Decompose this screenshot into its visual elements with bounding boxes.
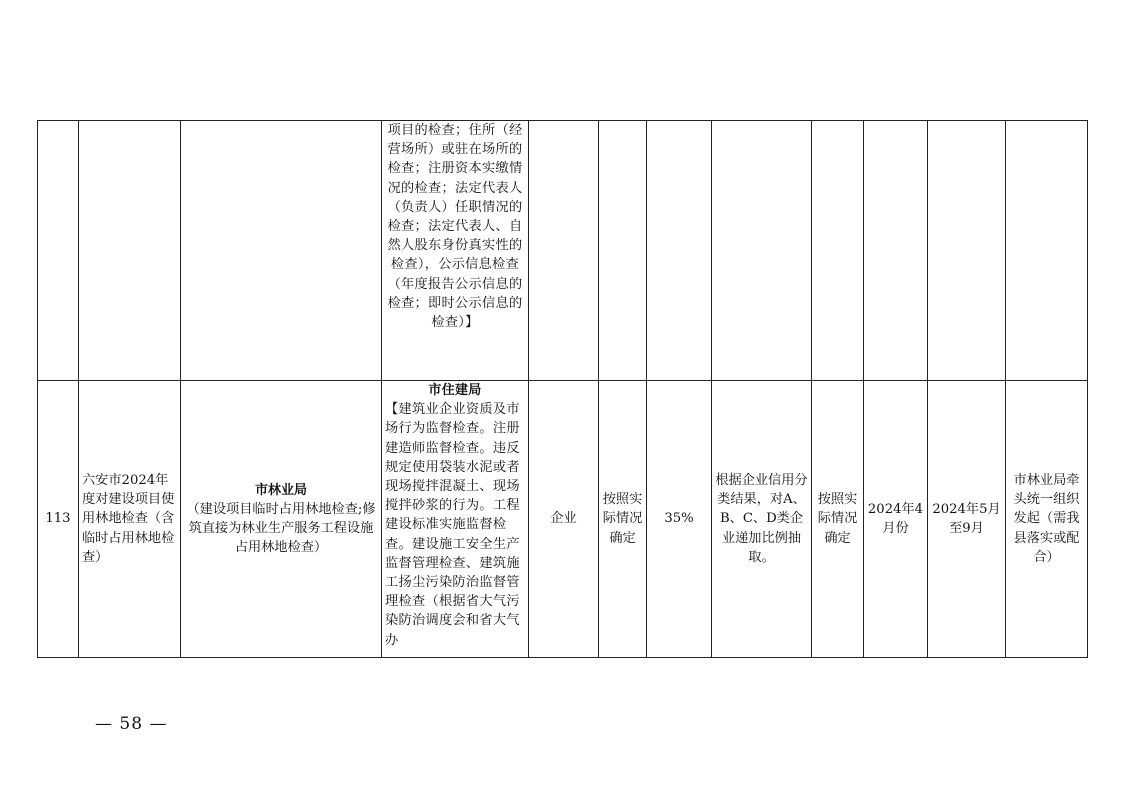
table-row: [38, 381, 1088, 658]
count-cell: [599, 121, 647, 381]
object-cell: 企业: [529, 381, 599, 658]
ratio-cell: 35%: [647, 381, 712, 658]
joint-scope-text: 【建筑业企业资质及市场行为监督检查。注册建造师监督检查。违反规定使用袋装水泥或者现场搅拌混凝土、现场搅拌砂浆的行为。工程建设标准实施监督检查。建设施工安全生产监督管理检查、建筑施工扬尘污染防治监督管理检查（根据省大气污染防治调度会和省大气办: [385, 402, 520, 648]
period-cell: 2024年5月至9月: [928, 381, 1006, 658]
start-cell: 2024年4月份: [864, 381, 928, 658]
remark-cell: 市林业局牵头统一组织发起（需我县落实或配合）: [1006, 381, 1088, 658]
joint-scope-cell: [382, 381, 529, 658]
lead-dept-cell: [181, 381, 382, 658]
lead-scope-text: （建设项目临时占用林地检查;修筑直接为林业生产服务工程设施占用林地检查）: [186, 501, 376, 556]
remark-cell: [1006, 121, 1088, 381]
seq-cell: 113: [38, 381, 79, 658]
joint-scope-text: 项目的检查；住所（经营场所）或驻在场所的检查；注册资本实缴情况的检查；法定代表人（负责人）任职情况的检查；法定代表人、自然人股东身份真实性的检查），公示信息检查（年度报告公示信息的检查；即时公示信息的检查）】: [387, 123, 523, 331]
lead-dept-cell: [181, 121, 382, 381]
joint-dept-name: 市住建局: [428, 383, 482, 398]
page-number: — 58 —: [95, 714, 168, 734]
joint-scope-cell: [382, 121, 529, 381]
item-cell: [79, 121, 181, 381]
start-cell: [864, 121, 928, 381]
frequency-cell: 按照实际情况确定: [812, 381, 864, 658]
lead-dept-name: 市林业局: [254, 482, 307, 498]
frequency-cell: [812, 121, 864, 381]
table-row: [38, 121, 1088, 381]
item-cell: 六安市2024年度对建设项目使用林地检查（含临时占用林地检查）: [79, 381, 181, 658]
seq-cell: [38, 121, 79, 381]
count-cell: 按照实际情况确定: [599, 381, 647, 658]
period-cell: [928, 121, 1006, 381]
ratio-cell: [647, 121, 712, 381]
object-cell: [529, 121, 599, 381]
inspection-table: [37, 120, 1088, 658]
method-cell: [712, 121, 812, 381]
method-cell: 根据企业信用分类结果，对A、B、C、D类企业递加比例抽取。: [712, 381, 812, 658]
